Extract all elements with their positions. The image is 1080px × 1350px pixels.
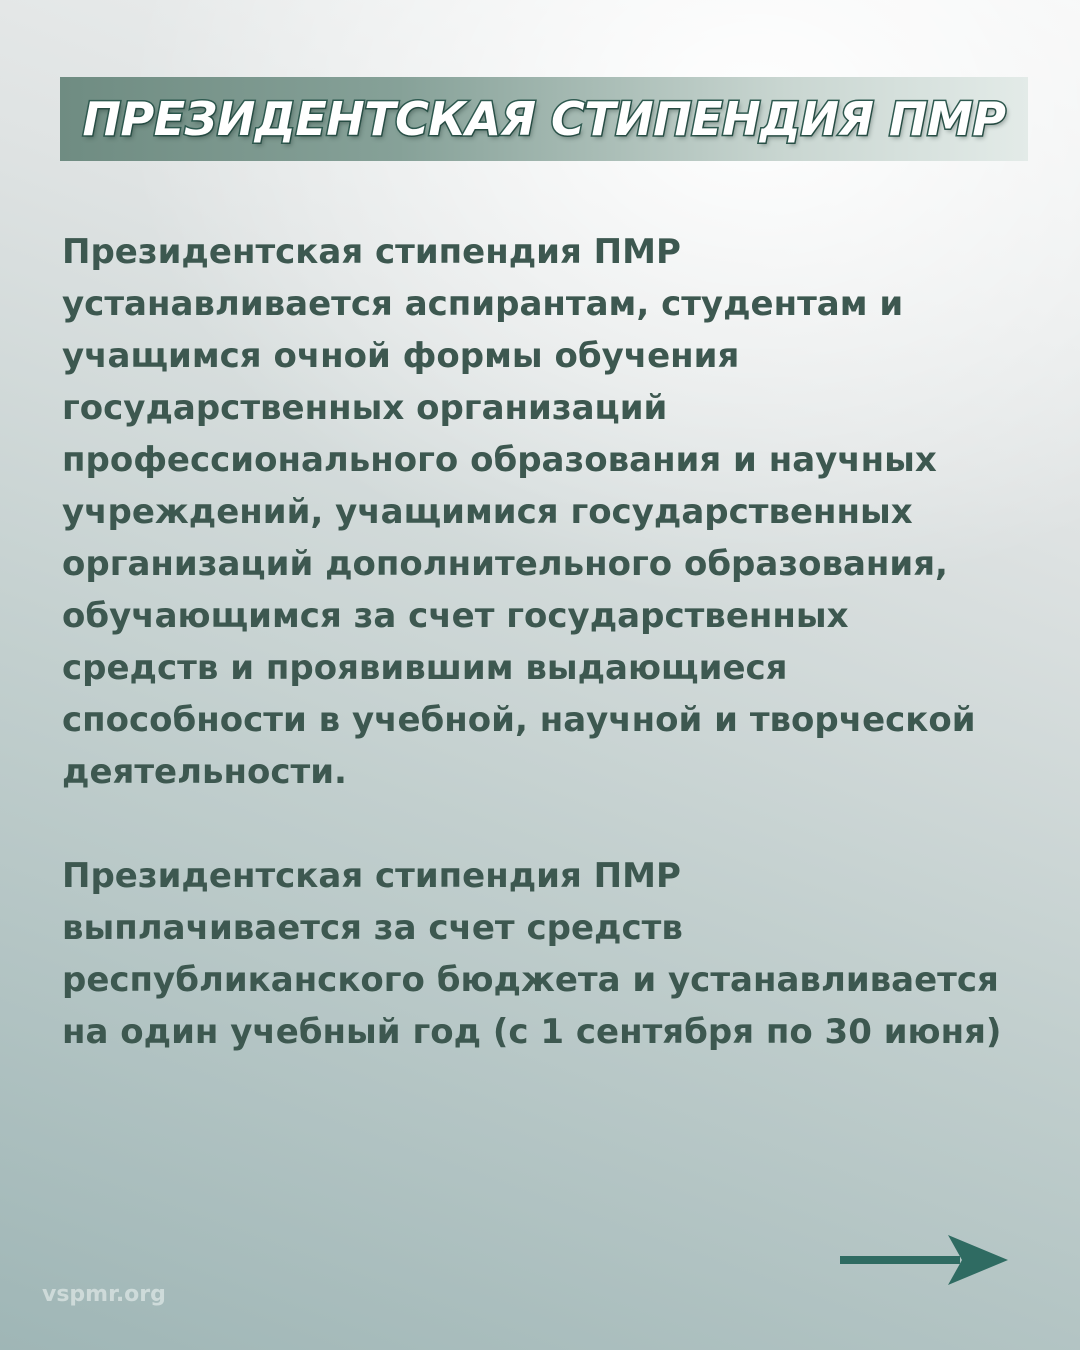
text-line: Президентская стипендия ПМР <box>62 856 681 896</box>
watermark: vspmr.org <box>42 1282 166 1307</box>
paragraph-funding <box>62 850 1042 1058</box>
arrow-right-icon[interactable] <box>838 1233 1010 1287</box>
text-line: учреждений, учащимися государственных <box>62 492 913 532</box>
text-line: средств и проявившим выдающиеся <box>62 648 788 688</box>
text-line: обучающимся за счет государственных <box>62 596 849 636</box>
text-line: государственных организаций <box>62 388 668 428</box>
text-line: деятельности. <box>62 752 347 792</box>
text-line: учащимся очной формы обучения <box>62 336 740 376</box>
title-banner <box>60 77 1028 161</box>
text-line: профессионального образования и научных <box>62 440 937 480</box>
paragraph-eligibility <box>62 226 1042 798</box>
text-line: организаций дополнительного образования, <box>62 544 948 584</box>
text-line: выплачивается за счет средств <box>62 908 683 948</box>
page-title: ПРЕЗИДЕНТСКАЯ СТИПЕНДИЯ ПМР <box>82 92 1006 146</box>
text-line: Президентская стипендия ПМР <box>62 232 681 272</box>
text-line: республиканского бюджета и устанавливается <box>62 960 999 1000</box>
text-line: на один учебный год (с 1 сентября по 30 июня) <box>62 1012 1002 1052</box>
text-line: устанавливается аспирантам, студентам и <box>62 284 904 324</box>
arrow-shaft <box>840 1256 960 1264</box>
text-line: способности в учебной, научной и творческой <box>62 700 976 740</box>
